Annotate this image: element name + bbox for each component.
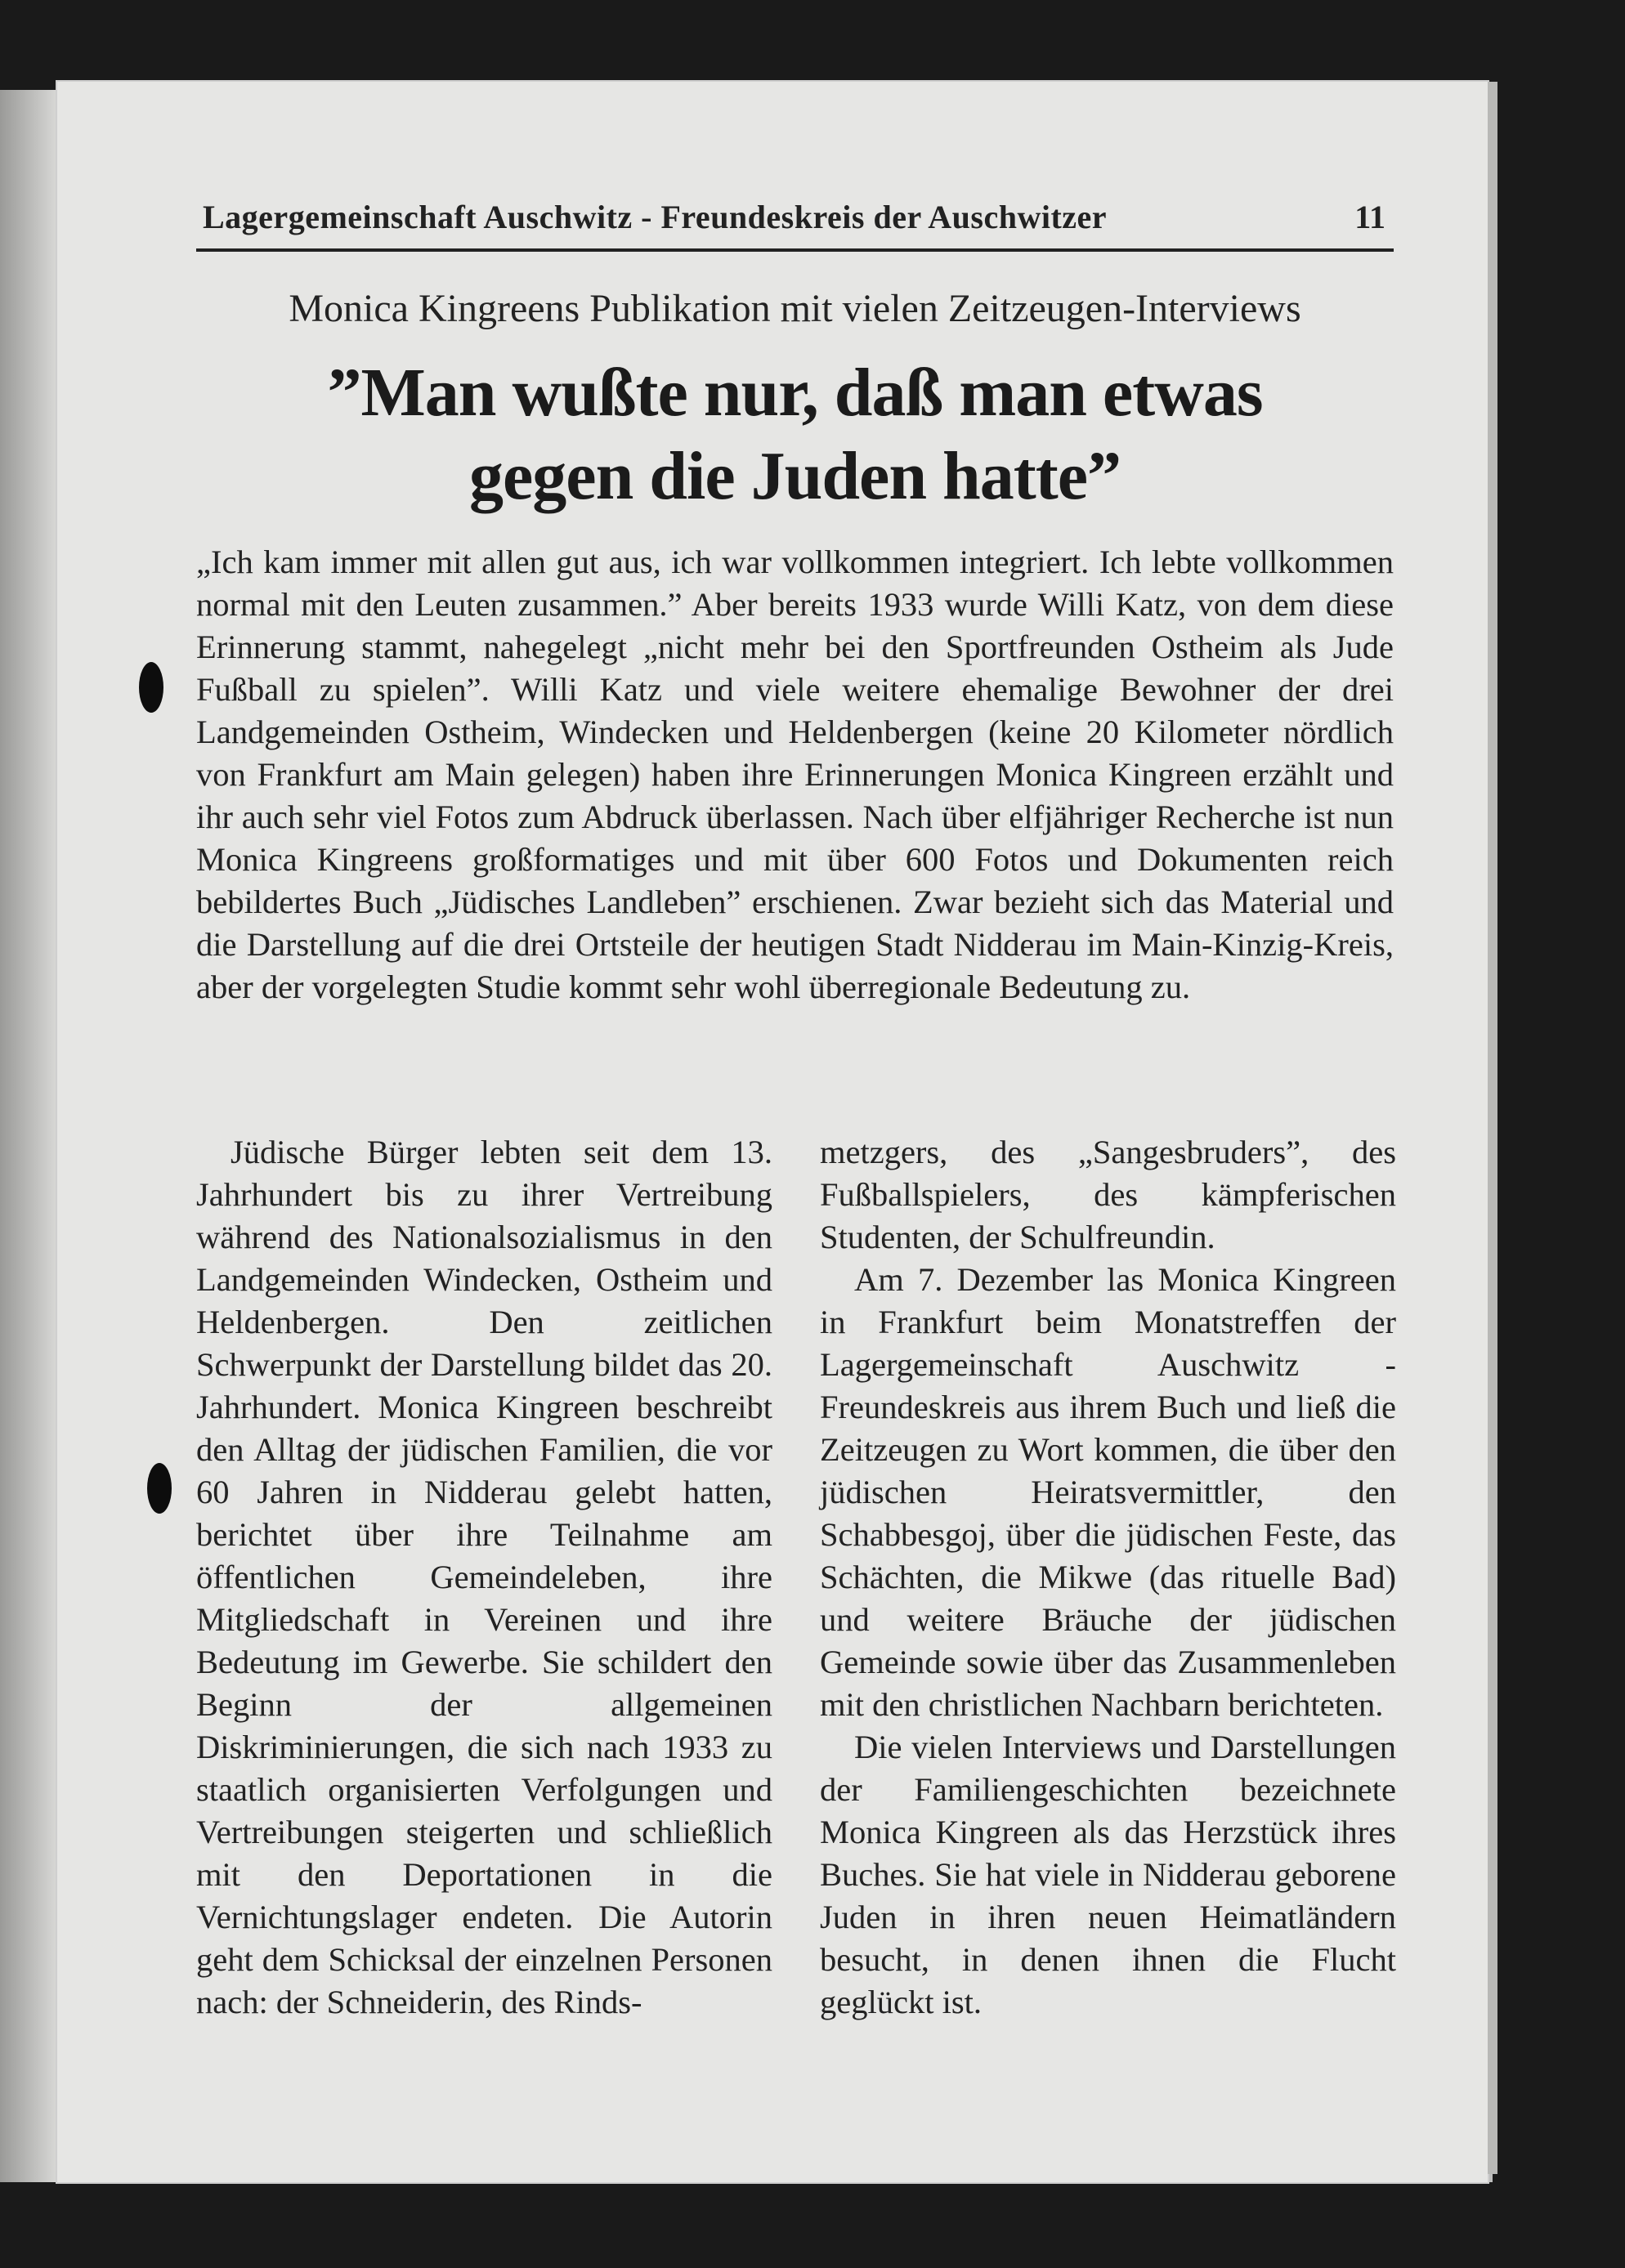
article-kicker: Monica Kingreens Publikation mit vielen Zeitzeugen-Interviews: [289, 287, 1301, 330]
publication-title: Lagergemeinschaft Auschwitz - Freundeskreis der Auschwitzer: [203, 199, 1108, 235]
left-column: [196, 1131, 772, 2024]
headline-line-1: ”Man wußte nur, daß man etwas: [327, 355, 1263, 431]
article-intro: „Ich kam immer mit allen gut aus, ich war vollkommen integriert. Ich lebte vollkommen normal mit den Leuten zusammen.” Aber bereits 1933 wurde Willi Katz, von dem diese Erinnerung stammt, nahegelegt „nicht mehr bei den Sportfreunden Ostheim als Jude Fußball zu spielen”. Willi Katz und viele weitere ehemalige Bewohner der drei Landgemeinden Ostheim, Windecken und Heldenbergen (keine 20 Kilometer nördlich von Frankfurt am Main gelegen) haben ihre Erinnerungen Monica Kingreen erzählt und ihr auch sehr viel Fotos zum Abdruck überlassen. Nach über elfjähriger Recherche ist nun Monica Kingreens großformatiges und mit über 600 Fotos und Dokumenten reich bebildertes Buch „Jüdisches Landleben” erschienen. Zwar bezieht sich das Material und die Darstellung auf die drei Ortsteile der heutigen Stadt Nidderau im Main-Kinzig-Kreis, aber der vorgelegten Studie kommt sehr wohl überregionale Bedeutung zu.: [196, 544, 1394, 1005]
right-column-paragraph-2: Am 7. Dezember las Monica Kingreen in Frankfurt beim Monatstreffen der Lagergemeinschaft Auschwitz - Freundeskreis aus ihrem Buch und ließ die Zeitzeugen zu Wort kommen, die über den jüdischen Heiratsvermittler, den Schabbesgoj, über die jüdischen Feste, das Schächten, die Mikwe (das rituelle Bad) und weitere Bräuche der jüdischen Gemeinde sowie über das Zusammenleben mit den christlichen Nachbarn berichteten.: [820, 1261, 1396, 1723]
running-header: [196, 190, 1394, 252]
punch-hole-bottom: [147, 1463, 172, 1514]
headline-line-2: gegen die Juden hatte”: [469, 438, 1121, 514]
page-edge-right: [1488, 82, 1497, 2174]
right-column-paragraph-continued: metzgers, des „Sangesbruders”, des Fußballspielers, des kämpferischen Studenten, der Schulfreundin.: [820, 1134, 1396, 1255]
page-number: 11: [1354, 199, 1386, 235]
adjacent-page-edge: [0, 90, 57, 2182]
right-column-paragraph-3: Die vielen Interviews und Darstellungen der Familiengeschichten bezeichnete Monica Kingreen als das Herzstück ihres Buches. Sie hat viele in Nidderau geborene Juden in ihren neuen Heimatländern besucht, in denen ihnen die Flucht geglückt ist.: [820, 1729, 1396, 2020]
article-headline: [196, 351, 1394, 518]
right-column: [820, 1131, 1396, 2024]
left-column-paragraph: Jüdische Bürger lebten seit dem 13. Jahrhundert bis zu ihrer Vertreibung während des Nationalsozialismus in den Landgemeinden Windecken, Ostheim und Heldenbergen. Den zeitlichen Schwerpunkt der Darstellung bildet das 20. Jahrhundert. Monica Kingreen beschreibt den Alltag der jüdischen Familien, die vor 60 Jahren in Nidderau gelebt hatten, berichtet über ihre Teilnahme am öffentlichen Gemeindeleben, ihre Mitgliedschaft in Vereinen und ihre Bedeutung im Gewerbe. Sie schildert den Beginn der allgemeinen Diskriminierungen, die sich nach 1933 zu staatlich organisierten Verfolgungen und Vertreibungen steigerten und schließlich mit den Deportationen in die Vernichtungslager endeten. Die Autorin geht dem Schicksal der einzelnen Personen nach: der Schneiderin, des Rinds-: [196, 1134, 772, 2020]
punch-hole-top: [139, 662, 163, 713]
